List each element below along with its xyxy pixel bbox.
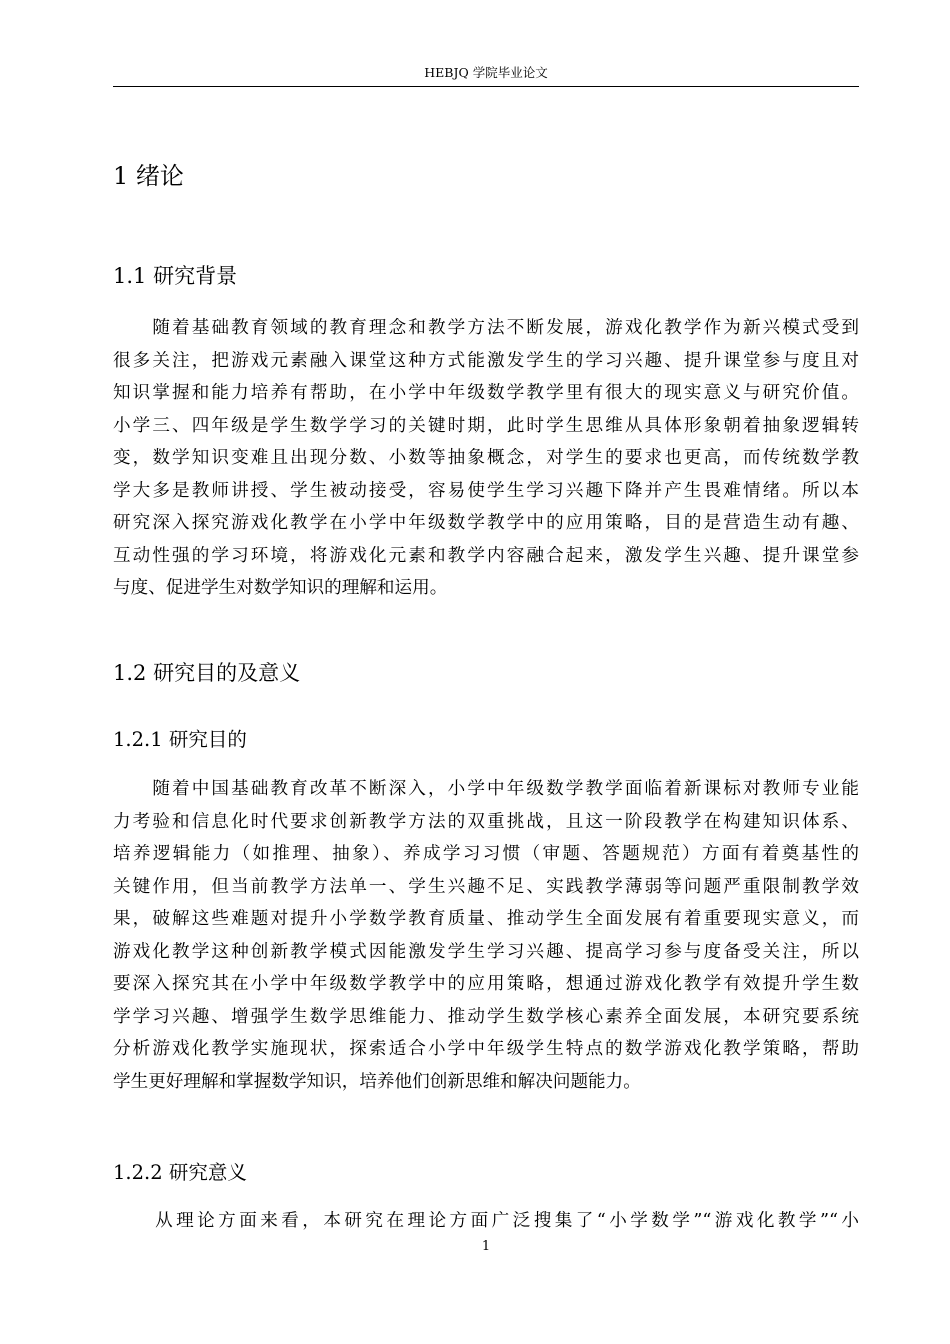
section-1-2-2-title: 1.2.2 研究意义: [113, 1161, 247, 1184]
paragraph-line: 培养逻辑能力（如推理、抽象）、养成学习习惯（审题、答题规范）方面有着奠基性的: [113, 844, 859, 864]
paragraph-line: 变，数学知识变难且出现分数、小数等抽象概念，对学生的要求也更高，而传统数学教: [113, 448, 859, 468]
chapter-title: 1 绪论: [113, 162, 184, 190]
section-1-2-2-paragraph: [113, 1205, 859, 1238]
paragraph-line: 知识掌握和能力培养有帮助，在小学中年级数学教学里有很大的现实意义与研究价值。: [113, 383, 859, 403]
section-1-2-title: 1.2 研究目的及意义: [113, 661, 301, 685]
paragraph-line: 与度、促进学生对数学知识的理解和运用。: [113, 578, 448, 598]
paragraph-line: 学生更好理解和掌握数学知识，培养他们创新思维和解决问题能力。: [113, 1071, 641, 1092]
paragraph-line: 学大多是教师讲授、学生被动接受，容易使学生学习兴趣下降并产生畏难情绪。所以本: [113, 480, 859, 501]
header-rule: [113, 86, 859, 87]
paragraph-line: 很多关注，把游戏元素融入课堂这种方式能激发学生的学习兴趣、提升课堂参与度且对: [113, 350, 859, 371]
section-1-2-1-paragraph: [113, 773, 859, 1098]
paragraph-line: 关键作用，但当前教学方法单一、学生兴趣不足、实践教学薄弱等问题严重限制教学效: [113, 876, 859, 897]
paragraph-line: 随着中国基础教育改革不断深入，小学中年级数学教学面临着新课标对教师专业能: [113, 779, 859, 799]
page-header: HEBJQ 学院毕业论文: [424, 65, 548, 80]
paragraph-line: 研究深入探究游戏化教学在小学中年级数学教学中的应用策略，目的是营造生动有趣、: [113, 513, 859, 533]
section-1-1-paragraph: [113, 312, 859, 605]
paragraph-line: 学学习兴趣、增强学生数学思维能力、推动学生数学核心素养全面发展，本研究要系统: [113, 1006, 859, 1027]
paragraph-line: 从理论方面来看，本研究在理论方面广泛搜集了“小学数学”“游戏化教学”“小: [113, 1211, 859, 1231]
paragraph-line: 互动性强的学习环境，将游戏化元素和教学内容融合起来，激发学生兴趣、提升课堂参: [113, 545, 859, 566]
paragraph-line: 随着基础教育领域的教育理念和教学方法不断发展，游戏化教学作为新兴模式受到: [113, 318, 859, 338]
paragraph-line: 力考验和信息化时代要求创新教学方法的双重挑战，且这一阶段教学在构建知识体系、: [113, 811, 859, 832]
paragraph-line: 游戏化教学这种创新教学模式因能激发学生学习兴趣、提高学习参与度备受关注，所以: [113, 941, 859, 962]
paragraph-line: 小学三、四年级是学生数学学习的关键时期，此时学生思维从具体形象朝着抽象逻辑转: [113, 415, 859, 436]
paragraph-line: 分析游戏化教学实施现状，探索适合小学中年级学生特点的数学游戏化教学策略，帮助: [113, 1039, 859, 1059]
section-1-2-1-title: 1.2.1 研究目的: [113, 728, 247, 751]
page-number: 1: [481, 1239, 491, 1254]
paragraph-line: 要深入探究其在小学中年级数学教学中的应用策略，想通过游戏化教学有效提升学生数: [113, 974, 859, 994]
section-1-1-title: 1.1 研究背景: [113, 264, 238, 288]
paragraph-line: 果，破解这些难题对提升小学数学教育质量、推动学生全面发展有着重要现实意义，而: [113, 909, 859, 929]
